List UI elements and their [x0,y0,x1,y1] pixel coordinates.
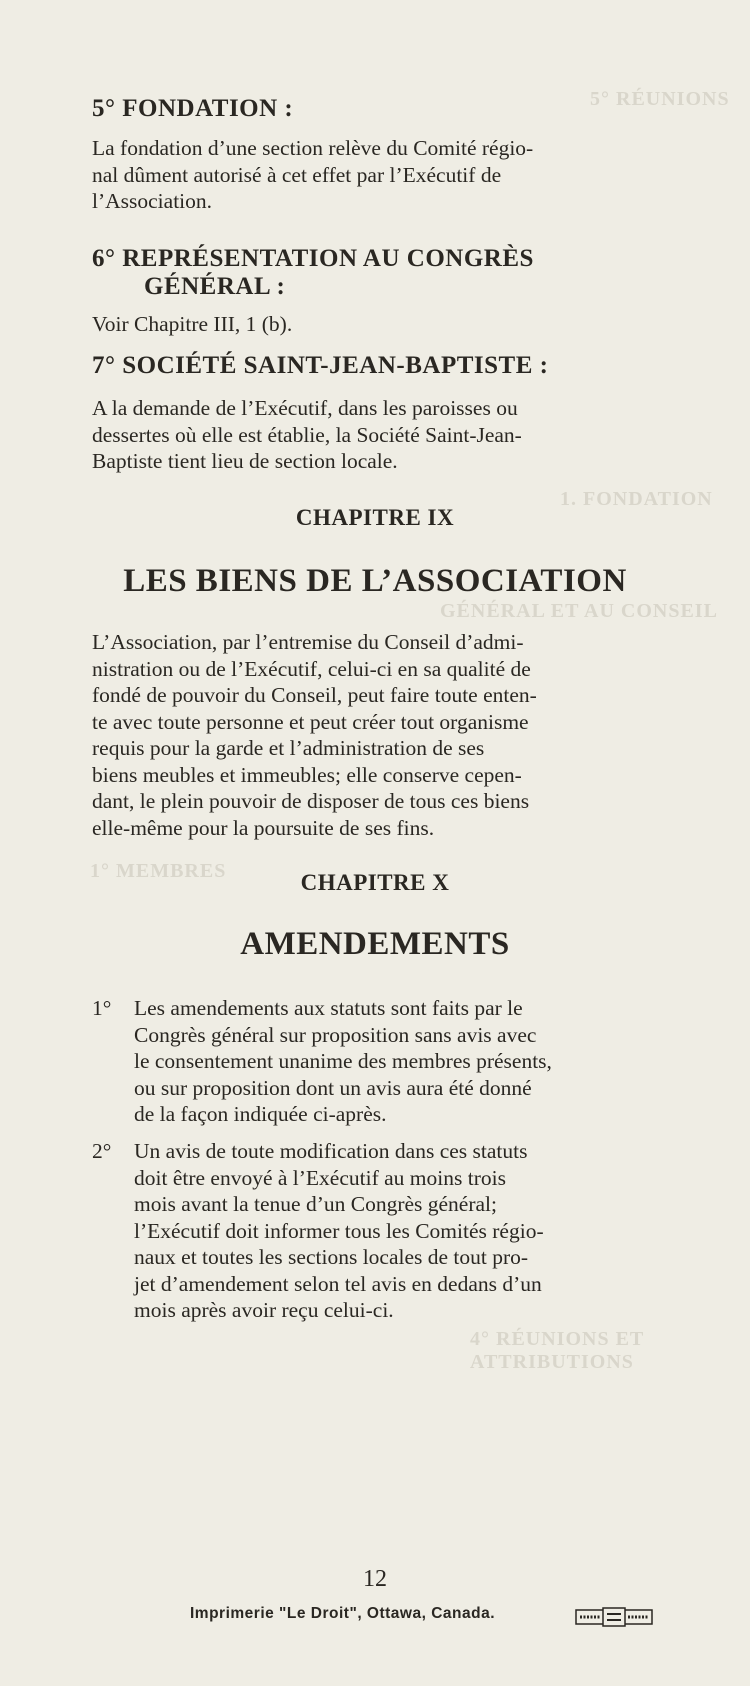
text-line: l’Association. [92,189,213,213]
bleed-through-mark: 1° MEMBRES [90,860,227,882]
chapter-10-title: AMENDEMENTS [240,926,510,962]
text-line: l’Exécutif doit informer tous les Comités régio- [134,1218,544,1243]
item-number: 2° [92,1139,112,1163]
text-line: biens meubles et immeubles; elle conserve cepen- [92,762,522,787]
text-line: jet d’amendement selon tel avis en dedans d’un [134,1271,542,1296]
text-line: de la façon indiquée ci-après. [134,1102,387,1126]
text-line: dessertes où elle est établie, la Société Saint-Jean- [92,422,522,447]
text-line: mois avant la tenue d’un Congrès général; [134,1192,498,1216]
text-line: elle-même pour la poursuite de ses fins. [92,815,435,840]
chapter-9-text [92,629,662,841]
union-label-icon [575,1607,653,1627]
text-line: doit être envoyé à l’Exécutif au moins trois [134,1165,506,1190]
text-line: Baptiste tient lieu de section locale. [92,449,398,473]
text-line: requis pour la garde et l’administration de ses [92,736,485,760]
bleed-through-mark: 1. FONDATION [560,488,713,510]
text-line: mois après avoir reçu celui-ci. [134,1298,394,1322]
printer-imprint: Imprimerie "Le Droit", Ottawa, Canada. [190,1605,496,1622]
text-line: nistration ou de l’Exécutif, celui-ci en sa qualité de [92,656,531,681]
section-5-text [92,135,662,215]
text-line: ou sur proposition dont un avis aura été donné [134,1075,532,1100]
text-line: fondé de pouvoir du Conseil, peut faire toute enten- [92,683,537,707]
bleed-through-mark: GÉNÉRAL ET AU CONSEIL [440,600,718,622]
text-line: Un avis de toute modification dans ces statuts [134,1139,528,1163]
text-line: te avec toute personne et peut créer tout organisme [92,709,529,734]
bleed-through-mark: 4° RÉUNIONS ET ATTRIBUTIONS [470,1328,644,1373]
section-7-text [92,395,662,475]
bleed-through-mark: 5° RÉUNIONS [590,88,730,110]
text-line: dant, le plein pouvoir de disposer de tous ces biens [92,789,530,813]
section-5-heading: 5° FONDATION : [92,95,294,122]
item-number: 1° [92,996,112,1020]
text-line: Les amendements aux statuts sont faits par le [134,996,523,1020]
text-line: La fondation d’une section relève du Comité régio- [92,136,534,160]
chapter-9-title: LES BIENS DE L’ASSOCIATION [123,563,627,599]
text-line: L’Association, par l’entremise du Conseil d’admi- [92,630,524,654]
text-line: Congrès général sur proposition sans avis avec [134,1022,537,1047]
text-line: nal dûment autorisé à cet effet par l’Exécutif de [92,162,502,187]
heading-line: 6° REPRÉSENTATION AU CONGRÈS [92,245,534,272]
chapter-10-label: CHAPITRE X [300,870,450,895]
item-text [134,995,664,1128]
item-text [134,1138,664,1324]
text-line: A la demande de l’Exécutif, dans les paroisses ou [92,396,518,420]
text-line: naux et toutes les sections locales de tout pro- [134,1245,529,1269]
chapter-9-label: CHAPITRE IX [295,505,455,530]
heading-line: GÉNÉRAL : [144,273,286,300]
section-6-text: Voir Chapitre III, 1 (b). [92,312,293,336]
text-line: le consentement unanime des membres présents, [134,1049,552,1073]
section-6-heading [92,245,534,301]
section-7-heading: 7° SOCIÉTÉ SAINT-JEAN-BAPTISTE : [92,352,549,379]
page-number: 12 [363,1566,387,1592]
